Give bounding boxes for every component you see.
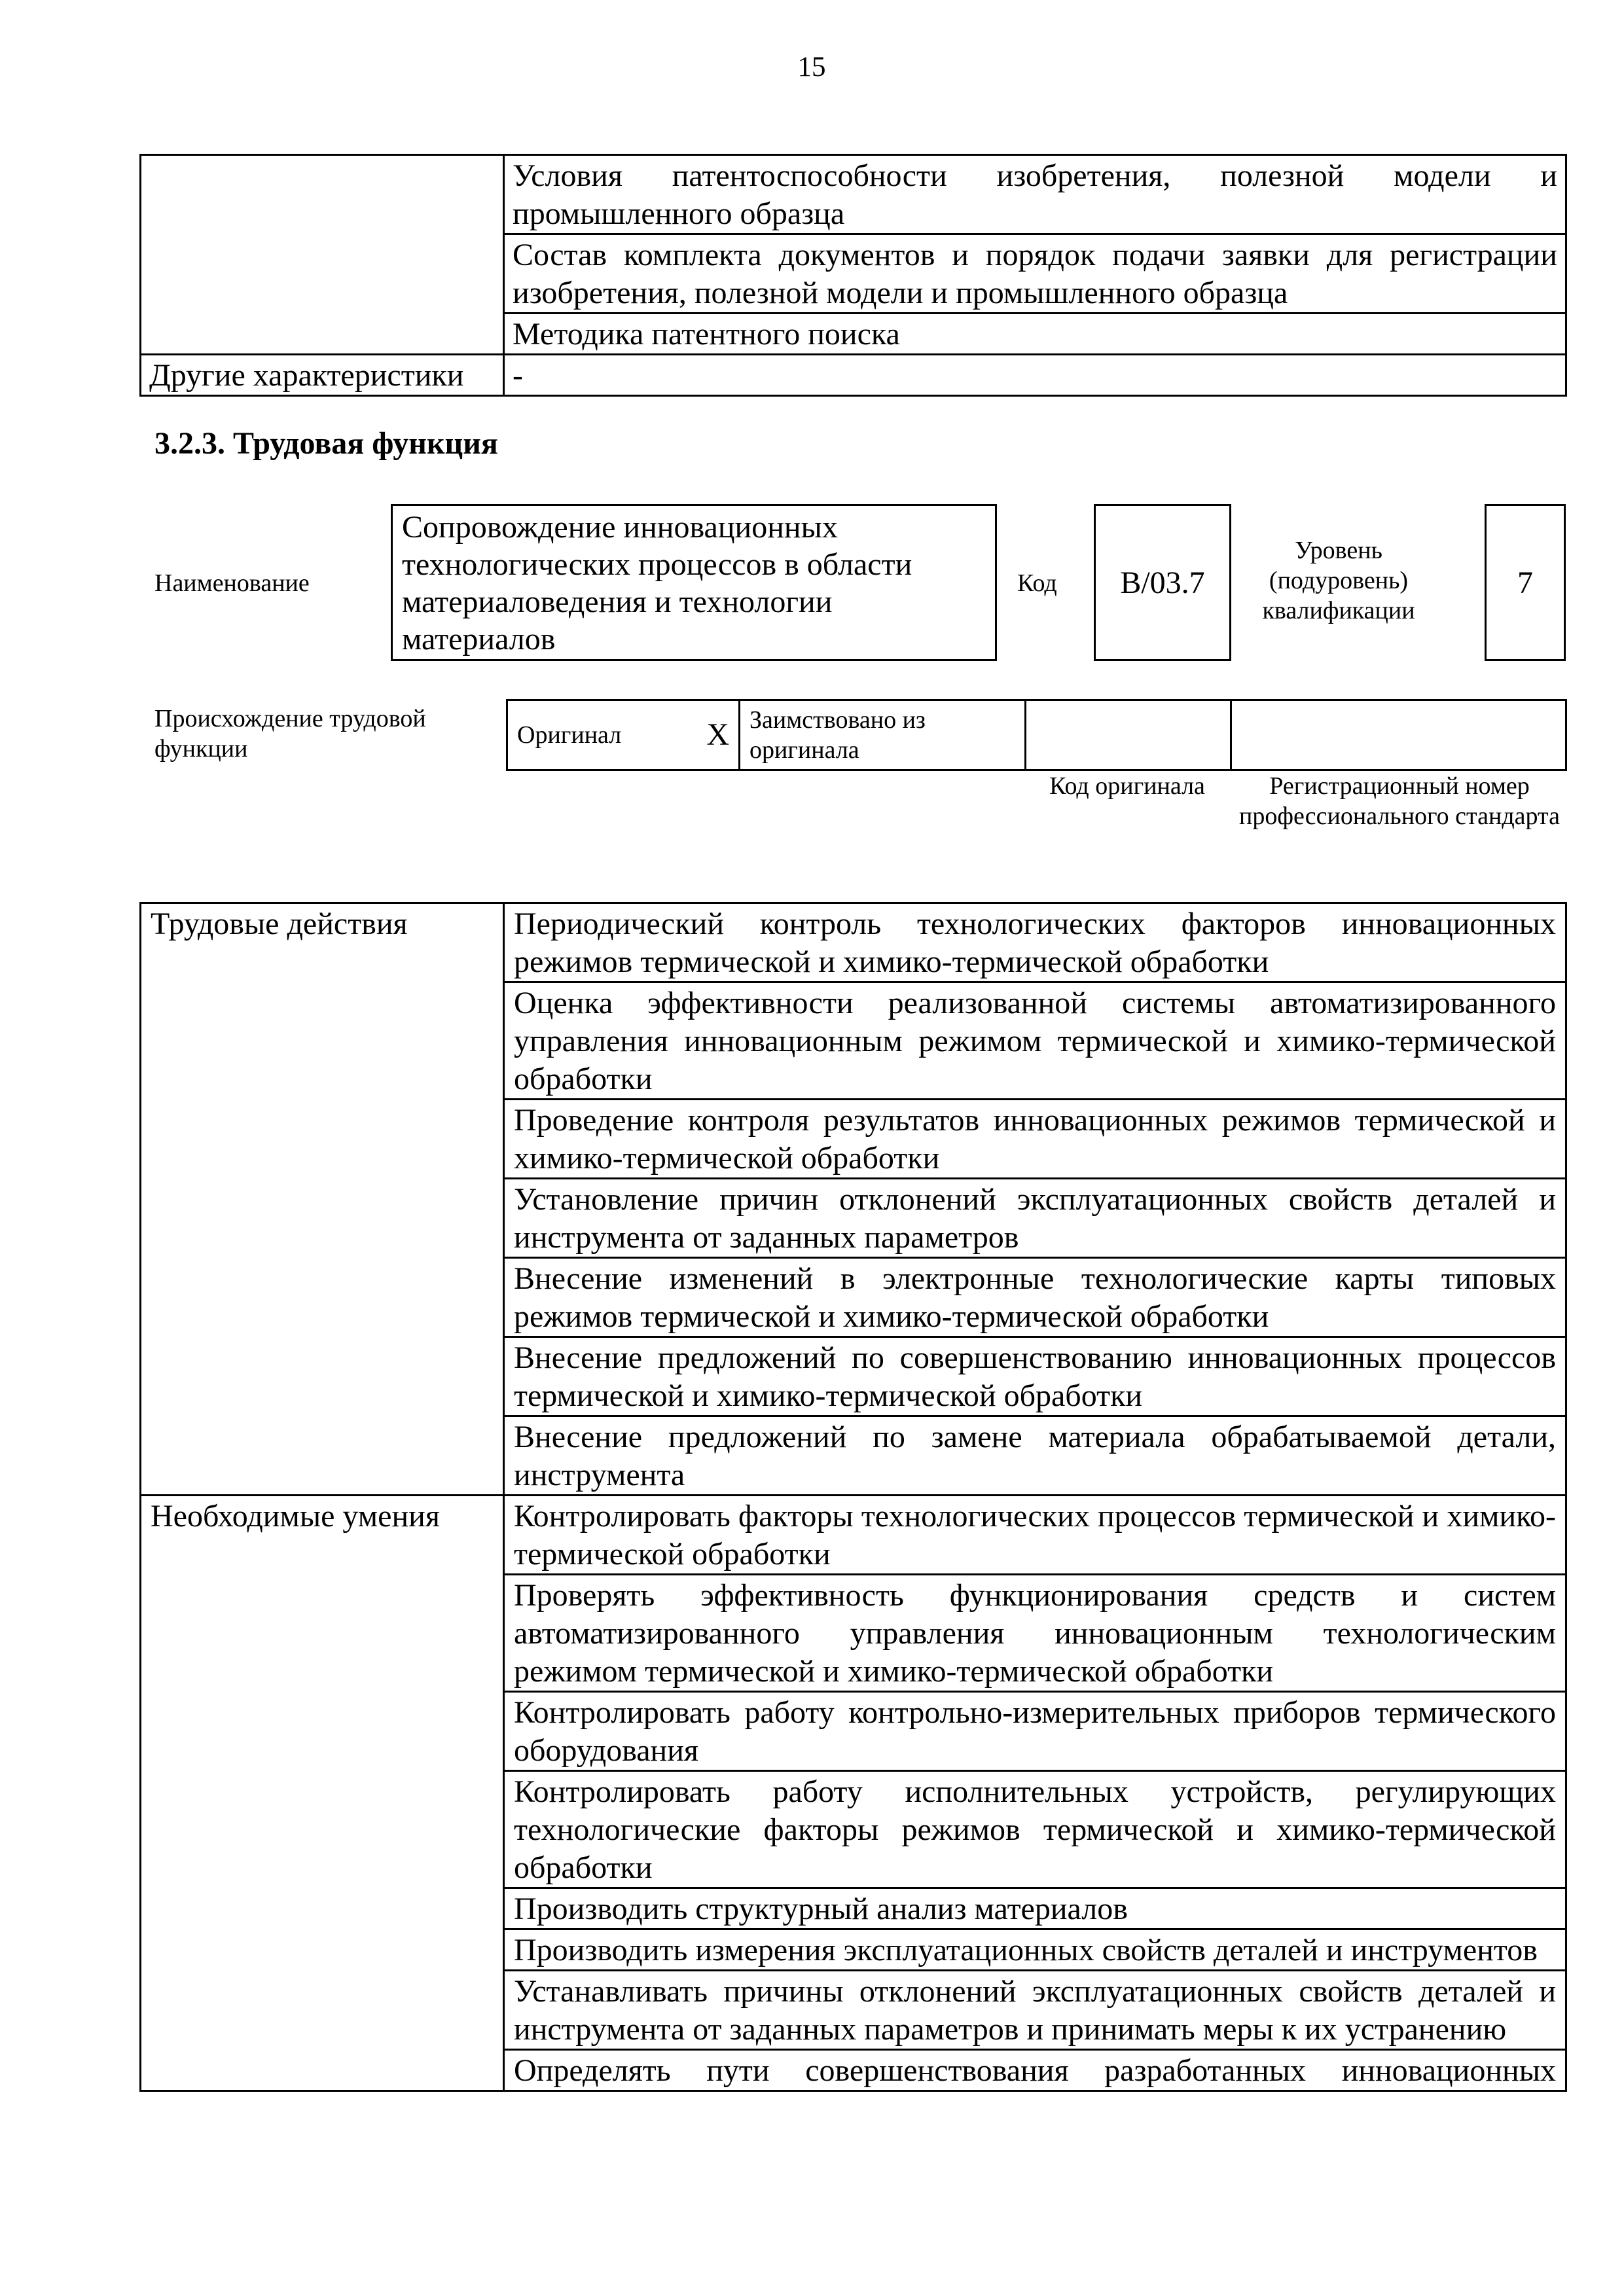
action-row: Внесение предложений по замене материала обрабатываемой детали, инструмента xyxy=(504,1416,1566,1496)
code-value: B/03.7 xyxy=(1120,565,1205,600)
actions-label: Трудовые действия xyxy=(141,903,504,1496)
section-heading: 3.2.3. Трудовая функция xyxy=(154,426,498,461)
original-mark: X xyxy=(706,717,729,752)
function-name: Сопровождение инновационных технологических процессов в области материаловедения и технологии материалов xyxy=(402,510,912,656)
knowledge-row: Состав комплекта документов и порядок подачи заявки для регистрации изобретения, полезной модели и промышленного образца xyxy=(504,234,1566,314)
skill-row: Производить измерения эксплуатационных свойств деталей и инструментов xyxy=(504,1929,1566,1971)
code-label: Код xyxy=(1017,569,1057,597)
other-characteristics-label: Другие характеристики xyxy=(141,355,504,396)
page-number: 15 xyxy=(797,52,826,82)
work-function-table xyxy=(139,902,1567,2092)
action-row: Оценка эффективности реализованной системы автоматизированного управления инновационным режимом термической и химико-термической обработки xyxy=(504,982,1566,1100)
skill-row: Определять пути совершенствования разработанных инновационных xyxy=(504,2050,1566,2091)
name-label: Наименование xyxy=(154,569,310,597)
registration-number-caption: Регистрационный номер профессионального стандарта xyxy=(1239,772,1560,830)
registration-number-cell xyxy=(1231,700,1566,770)
original-code-cell xyxy=(1026,700,1231,770)
borrowed-label: Заимствовано из оригинала xyxy=(740,700,1026,770)
skill-row: Устанавливать причины отклонений эксплуатационных свойств деталей и инструмента от заданных параметров и принимать меры к их устранению xyxy=(504,1971,1566,2050)
continued-table xyxy=(139,154,1567,397)
action-row: Периодический контроль технологических факторов инновационных режимов термической и химико-термической обработки xyxy=(504,903,1566,982)
action-row: Проведение контроля результатов инновационных режимов термической и химико-термической обработки xyxy=(504,1100,1566,1179)
skills-label: Необходимые умения xyxy=(141,1496,504,2091)
original-cell xyxy=(507,700,740,770)
skill-row: Производить структурный анализ материалов xyxy=(504,1888,1566,1929)
action-row: Внесение изменений в электронные технологические карты типовых режимов термической и химико-термической обработки xyxy=(504,1258,1566,1337)
skill-row: Контролировать работу контрольно-измерительных приборов термического оборудования xyxy=(504,1692,1566,1771)
skill-row: Проверять эффективность функционирования средств и систем автоматизированного управления инновационным технологическим режимом термической и химико-термической обработки xyxy=(504,1575,1566,1692)
skill-row: Контролировать работу исполнительных устройств, регулирующих технологические факторы режимов термической и химико-термической обработки xyxy=(504,1771,1566,1888)
origin-label: Происхождение трудовой функции xyxy=(154,705,426,762)
knowledge-row: Условия патентоспособности изобретения, полезной модели и промышленного образца xyxy=(504,155,1566,234)
skill-row: Контролировать факторы технологических процессов термической и химико-термической обработки xyxy=(504,1496,1566,1575)
original-label: Оригинал xyxy=(517,721,622,749)
knowledge-row: Методика патентного поиска xyxy=(504,314,1566,355)
level-value: 7 xyxy=(1517,565,1533,600)
level-box xyxy=(1485,504,1566,661)
empty-label-cell xyxy=(141,155,504,355)
code-box xyxy=(1094,504,1231,661)
action-row: Установление причин отклонений эксплуатационных свойств деталей и инструмента от заданных параметров xyxy=(504,1179,1566,1258)
action-row: Внесение предложений по совершенствованию инновационных процессов термической и химико-термической обработки xyxy=(504,1337,1566,1416)
level-label: Уровень (подуровень) квалификации xyxy=(1262,537,1415,624)
function-name-box xyxy=(391,504,997,661)
origin-table xyxy=(506,699,1567,771)
other-characteristics-value: - xyxy=(504,355,1566,396)
original-code-caption: Код оригинала xyxy=(1049,772,1205,800)
